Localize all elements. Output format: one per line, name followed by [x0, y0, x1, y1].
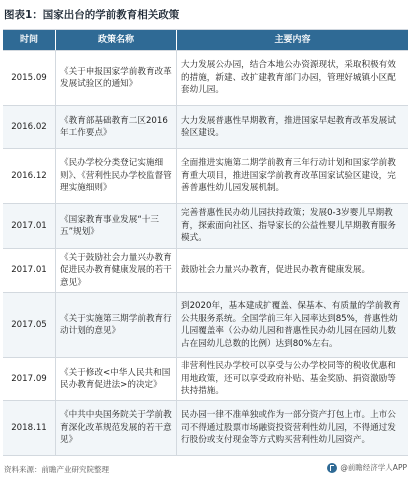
credit-text: @前瞻经济学人APP	[340, 463, 407, 472]
row-main-content: 完善普惠性民办幼儿园扶持政策；发展0-3岁婴儿早期教育，探索面向社区、指导家长的公益性婴儿早期教育服务模式。	[181, 208, 396, 244]
row-policy-name: 《中共中央国务院关于学前教育深化改革规范发展的若干意见》	[56, 401, 177, 455]
row-time: 2017.01	[3, 204, 56, 248]
row-policy-name: 《国家教育事业发展“十三五”规划》	[56, 204, 177, 248]
row-policy-name: 《民办学校分类登记实施细则》、《营利性民办学校监督管理实施细则》	[56, 149, 177, 203]
table-row	[3, 51, 408, 106]
row-main-content: 非营利性民办学校可以享受与公办学校同等的税收优惠和用地政策，还可以享受政府补贴、基金奖励、捐资激励等扶持措施。	[181, 361, 396, 397]
table-row	[3, 249, 408, 293]
table-row	[3, 204, 408, 249]
table-row	[3, 358, 408, 401]
credit-label	[327, 462, 407, 473]
row-policy-name: 《关于修改<中华人民共和国民办教育促进法>的决定》	[56, 358, 177, 400]
row-policy-name: 《教育部基础教育二区2016年工作要点》	[56, 106, 177, 148]
row-time: 2015.09	[3, 51, 56, 105]
row-main-content: 全面推进实施第二期学前教育三年行动计划和国家学前教育重大项目，推进国家学前教育改革国家试验区建设，完善普惠性幼儿园发展机制。	[181, 158, 396, 194]
row-policy-name: 《关于申报国家学前教育改革发展试验区的通知》	[56, 51, 177, 105]
row-main-content: 鼓励社会力量兴办教育，促进民办教育健康发展。	[181, 265, 371, 276]
table-row	[3, 106, 408, 149]
table-row	[3, 401, 408, 456]
row-time: 2017.09	[3, 358, 56, 400]
row-main-content: 到2020年，基本建成扩覆盖、保基本、有质量的学前教育公共服务系统。全国学前三年入园率达到85%，普惠性幼儿园覆盖率（公办幼儿园和普惠性民办幼儿园在园幼儿数占在园幼儿总数的比例）达到80%左右。	[181, 301, 401, 349]
policy-table	[3, 29, 408, 456]
header-policy-name: 政策名称	[56, 30, 177, 50]
row-policy-name: 《关于实施第三期学前教育行动计划的意见》	[56, 293, 177, 357]
table-row	[3, 149, 408, 204]
row-main-content: 大力发展普惠性早期教育，推进国家早起教育改革发展试验区建设。	[181, 115, 396, 138]
header-time: 时间	[3, 30, 56, 50]
row-policy-name: 《关于鼓励社会力量兴办教育促进民办教育健康发展的若干意见》	[56, 249, 177, 292]
row-time: 2016.12	[3, 149, 56, 203]
header-main-content: 主要内容	[274, 34, 311, 45]
table-row	[3, 293, 408, 358]
row-time: 2017.05	[3, 293, 56, 357]
page-title: 图表1：国家出台的学前教育相关政策	[4, 9, 180, 21]
row-main-content: 民办园一律不准单独或作为一部分资产打包上市。上市公司不得通过股票市场融资投资营利性幼儿园，不得通过发行股份或支付现金等方式购买营利性幼儿园资产。	[181, 410, 396, 446]
row-time: 2016.02	[3, 106, 56, 148]
row-main-content: 大力发展公办园，结合本地公办资源现状，采取积极有效的措施，新建、改扩建教育部门办园，管理好城镇小区配套幼儿园。	[181, 60, 396, 96]
row-time: 2018.11	[3, 401, 56, 455]
row-time: 2017.01	[3, 249, 56, 292]
source-note: 资料来源：前瞻产业研究院整理	[4, 465, 109, 474]
qianzhan-logo-icon	[327, 463, 337, 473]
table-header-row	[3, 30, 408, 51]
